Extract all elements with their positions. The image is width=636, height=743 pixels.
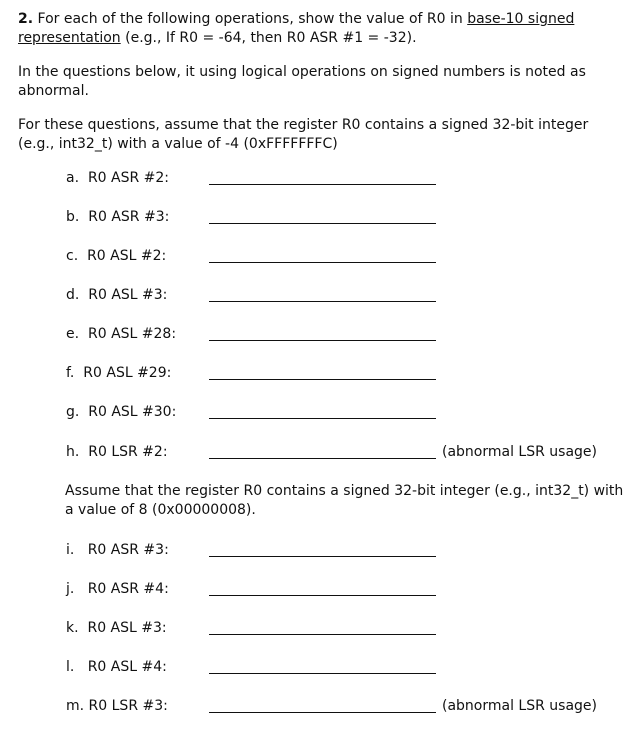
answer-blank[interactable] (209, 340, 436, 341)
set1-intro: For these questions, assume that the register R0 contains a signed 32-bit integer (e.g., int32_t) with a value of -4 (0xFFFFFFFC) (18, 117, 589, 152)
answer-item-h (66, 443, 626, 463)
set2-intro: Assume that the register R0 contains a signed 32-bit integer (e.g., int32_t) with a value of 8 (0x00000008). (65, 483, 624, 518)
abnormal-usage-note: (abnormal LSR usage) (442, 444, 598, 460)
item-operation: R0 LSR #3: (88, 698, 168, 714)
question-number: 2. (18, 11, 34, 27)
item-letter: i. (66, 542, 75, 558)
answer-item-l (66, 658, 626, 678)
item-letter: d. (66, 287, 80, 303)
item-operation: R0 ASL #28: (87, 326, 177, 342)
item-operation: R0 ASL #4: (87, 659, 167, 675)
answer-item-d (66, 286, 626, 306)
item-operation: R0 ASL #30: (88, 404, 177, 420)
item-operation: R0 ASL #3: (88, 287, 168, 303)
item-letter: g. (66, 404, 80, 420)
item-letter: c. (66, 248, 79, 264)
answer-blank[interactable] (209, 418, 436, 419)
answer-blank[interactable] (209, 379, 436, 380)
answer-item-b (66, 208, 626, 228)
answer-blank[interactable] (209, 595, 436, 596)
item-operation: R0 ASL #29: (83, 365, 172, 381)
question-intro-text: For each of the following operations, show the value of R0 in (37, 11, 463, 27)
answer-blank[interactable] (209, 301, 436, 302)
answer-item-f (66, 364, 626, 384)
item-letter: e. (66, 326, 80, 342)
item-operation: R0 ASR #2: (87, 170, 170, 186)
item-operation: R0 LSR #2: (88, 444, 168, 460)
answer-blank[interactable] (209, 458, 436, 459)
item-letter: a. (66, 170, 80, 186)
answer-blank[interactable] (209, 634, 436, 635)
answer-item-i (66, 541, 626, 561)
answer-item-e (66, 325, 626, 345)
item-operation: R0 ASL #2: (87, 248, 167, 264)
answer-blank[interactable] (209, 223, 436, 224)
item-operation: R0 ASR #4: (87, 581, 169, 597)
answer-item-a (66, 169, 626, 189)
answer-item-j (66, 580, 626, 600)
abnormal-note: In the questions below, it using logical operations on signed numbers is noted as abnormal. (18, 64, 586, 99)
answer-blank[interactable] (209, 262, 436, 263)
item-letter: j. (66, 581, 75, 597)
item-letter: l. (66, 659, 75, 675)
answer-item-c (66, 247, 626, 267)
base10-signed-link: base-10 signed representation (18, 11, 575, 46)
answer-blank[interactable] (209, 556, 436, 557)
question-intro-example: (e.g., If R0 = -64, then R0 ASR #1 = -32). (125, 30, 417, 46)
item-letter: h. (66, 444, 80, 460)
item-letter: b. (66, 209, 80, 225)
question-intro (18, 10, 624, 48)
answer-blank[interactable] (209, 184, 436, 185)
item-letter: k. (66, 620, 79, 636)
answer-item-m (66, 697, 626, 717)
item-operation: R0 ASL #3: (87, 620, 167, 636)
answer-blank[interactable] (209, 673, 436, 674)
answer-item-k (66, 619, 626, 639)
item-letter: f. (66, 365, 75, 381)
answer-blank[interactable] (209, 712, 436, 713)
item-letter: m. (66, 698, 85, 714)
abnormal-usage-note: (abnormal LSR usage) (442, 698, 598, 714)
item-operation: R0 ASR #3: (88, 209, 170, 225)
answer-item-g (66, 403, 626, 423)
item-operation: R0 ASR #3: (87, 542, 169, 558)
